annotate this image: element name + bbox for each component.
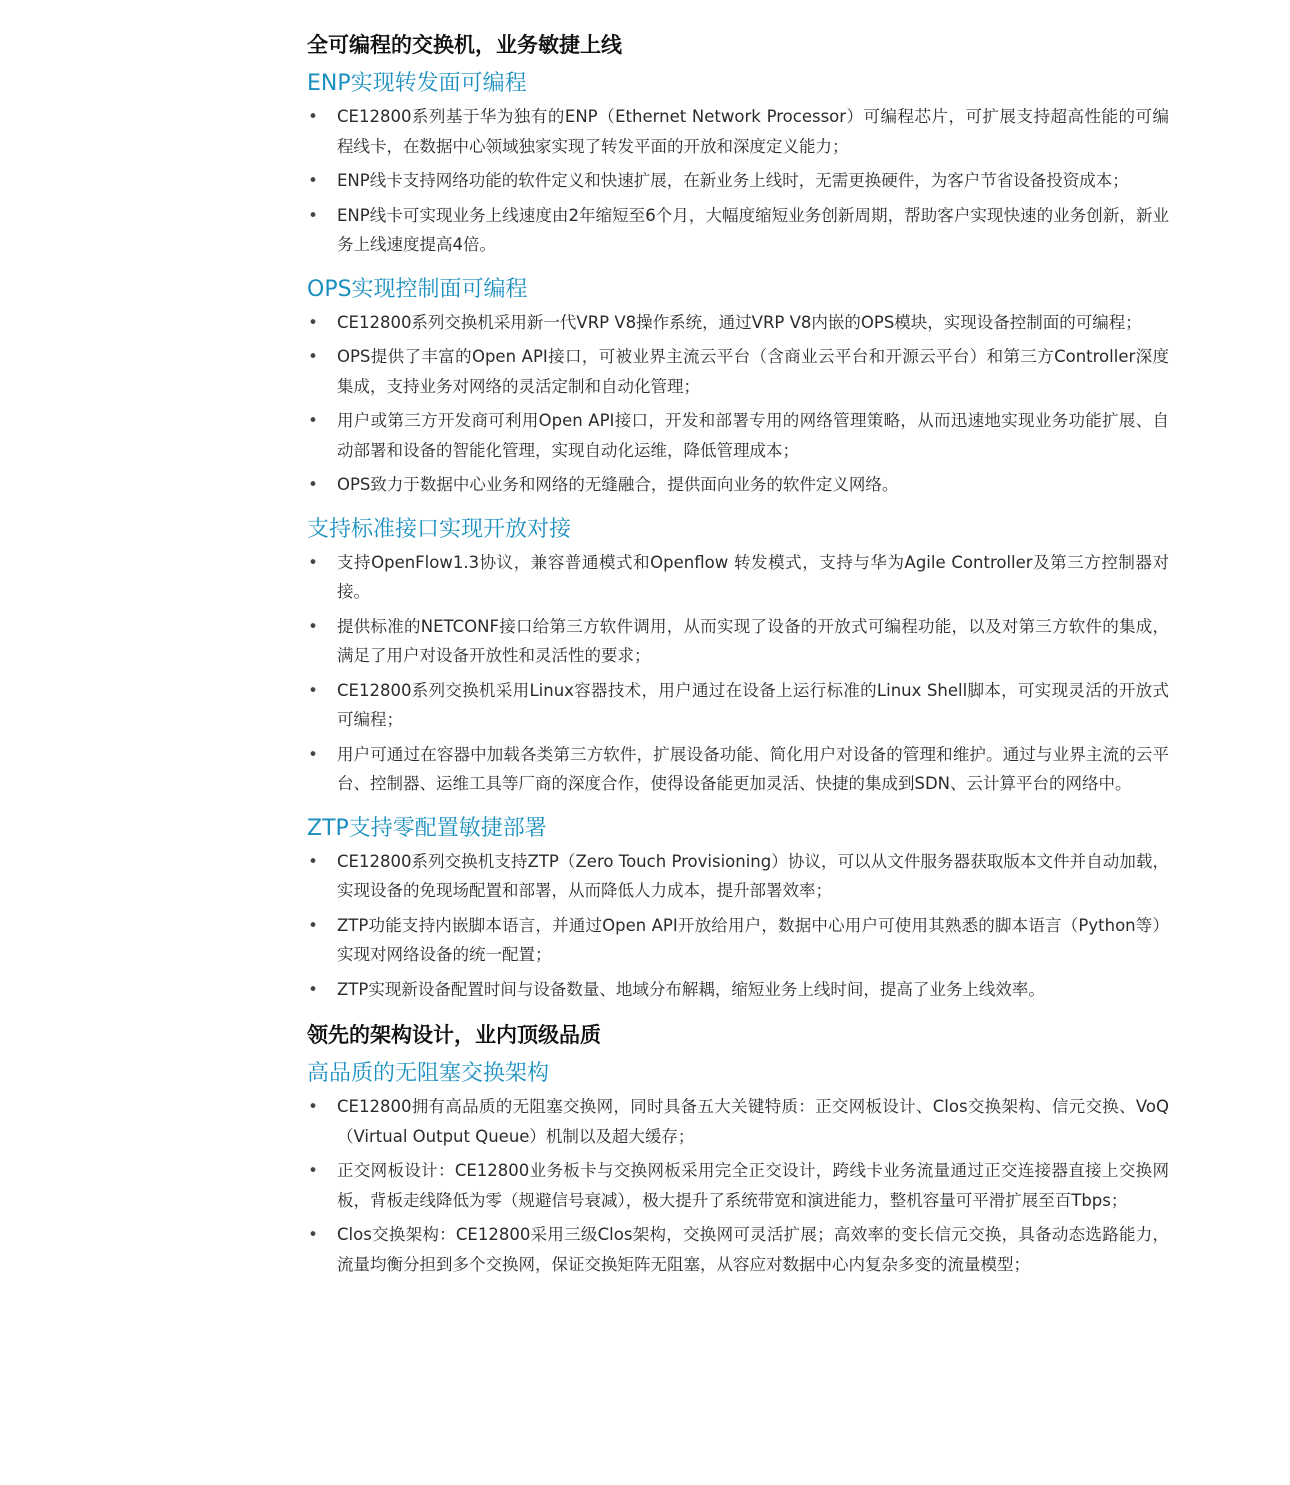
bullet-icon: • <box>308 851 318 871</box>
list-item <box>307 740 1169 799</box>
bullet-icon: • <box>308 1225 318 1244</box>
bullet-icon: • <box>308 475 318 494</box>
bullet-list <box>307 847 1169 1005</box>
bullet-icon: • <box>308 1161 318 1180</box>
list-item <box>307 1156 1169 1215</box>
list-item <box>307 406 1169 465</box>
list-item-text: CE12800系列交换机采用新一代VRP V8操作系统，通过VRP V8内嵌的OPS模块，实现设备控制面的可编程； <box>337 312 1142 332</box>
bullet-list <box>307 548 1169 799</box>
list-item <box>307 166 1169 196</box>
subsection-title: ZTP支持零配置敏捷部署 <box>307 815 547 841</box>
list-item-text: ENP线卡支持网络功能的软件定义和快速扩展，在新业务上线时，无需更换硬件，为客户节省设备投资成本； <box>337 171 1129 190</box>
list-item <box>307 308 1169 338</box>
bullet-icon: • <box>308 205 318 225</box>
list-item-text: CE12800系列交换机采用Linux容器技术，用户通过在设备上运行标准的Linux Shell脚本，可实现灵活的开放式可编程； <box>337 680 1169 729</box>
list-item-text: CE12800系列交换机支持ZTP（Zero Touch Provisioning）协议，可以从文件服务器获取版本文件并自动加载，实现设备的免现场配置和部署，从而降低人力成本，提升部署效率； <box>337 851 1169 900</box>
list-item-text: OPS致力于数据中心业务和网络的无缝融合，提供面向业务的软件定义网络。 <box>337 475 899 494</box>
list-item <box>307 911 1169 970</box>
bullet-icon: • <box>308 312 318 332</box>
bullet-list <box>307 308 1169 500</box>
list-item-text: 用户可通过在容器中加载各类第三方软件，扩展设备功能、简化用户对设备的管理和维护。通过与业界主流的云平台、控制器、运维工具等厂商的深度合作，使得设备能更加灵活、快捷的集成到SDN、云计算平台的网络中。 <box>337 744 1169 793</box>
bullet-icon: • <box>308 915 318 935</box>
bullet-icon: • <box>308 171 318 190</box>
list-item-text: 支持OpenFlow1.3协议，兼容普通模式和Openflow 转发模式，支持与华为Agile Controller及第三方控制器对接。 <box>337 552 1169 601</box>
list-item <box>307 975 1169 1005</box>
section-heading: 领先的架构设计，业内顶级品质 <box>307 1023 601 1047</box>
list-item <box>307 612 1169 671</box>
list-item <box>307 1092 1169 1151</box>
bullet-icon: • <box>308 552 318 572</box>
list-item <box>307 201 1169 260</box>
bullet-list <box>307 102 1169 260</box>
list-item <box>307 342 1169 401</box>
subsection-title: 支持标准接口实现开放对接 <box>307 516 572 542</box>
list-item-text: ENP线卡可实现业务上线速度由2年缩短至6个月，大幅度缩短业务创新周期，帮助客户实现快速的业务创新，新业务上线速度提高4倍。 <box>337 205 1169 254</box>
subsection-title: ENP实现转发面可编程 <box>307 71 527 96</box>
subsection-title: OPS实现控制面可编程 <box>307 276 528 302</box>
section-heading: 全可编程的交换机，业务敏捷上线 <box>307 33 622 57</box>
list-item-text: CE12800拥有高品质的无阻塞交换网，同时具备五大关键特质：正交网板设计、Clos交换架构、信元交换、VoQ（Virtual Output Queue）机制以及超大缓存； <box>337 1097 1169 1146</box>
list-item <box>307 470 1169 500</box>
list-item <box>307 102 1169 161</box>
list-item <box>307 676 1169 735</box>
list-item <box>307 1220 1169 1279</box>
list-item-text: 提供标准的NETCONF接口给第三方软件调用，从而实现了设备的开放式可编程功能，以及对第三方软件的集成，满足了用户对设备开放性和灵活性的要求； <box>337 616 1169 665</box>
bullet-list <box>307 1092 1169 1279</box>
list-item-text: Clos交换架构：CE12800采用三级Clos架构，交换网可灵活扩展；高效率的变长信元交换，具备动态选路能力，流量均衡分担到多个交换网，保证交换矩阵无阻塞，从容应对数据中心内复杂多变的流量模型； <box>337 1225 1169 1274</box>
bullet-icon: • <box>308 347 318 366</box>
list-item-text: ZTP功能支持内嵌脚本语言，并通过Open API开放给用户，数据中心用户可使用其熟悉的脚本语言（Python等）实现对网络设备的统一配置； <box>337 915 1169 964</box>
list-item-text: 用户或第三方开发商可利用Open API接口，开发和部署专用的网络管理策略，从而迅速地实现业务功能扩展、自动部署和设备的智能化管理，实现自动化运维，降低管理成本； <box>337 411 1169 460</box>
list-item <box>307 548 1169 607</box>
list-item-text: CE12800系列基于华为独有的ENP（Ethernet Network Processor）可编程芯片，可扩展支持超高性能的可编程线卡，在数据中心领域独家实现了转发平面的开放和深度定义能力； <box>337 107 1169 156</box>
bullet-icon: • <box>308 680 318 700</box>
list-item-text: 正交网板设计：CE12800业务板卡与交换网板采用完全正交设计，跨线卡业务流量通过正交连接器直接上交换网板，背板走线降低为零（规避信号衰减），极大提升了系统带宽和演进能力，整机容量可平滑扩展至百Tbps； <box>337 1161 1169 1210</box>
list-item <box>307 847 1169 906</box>
bullet-icon: • <box>308 979 318 999</box>
subsection-title: 高品质的无阻塞交换架构 <box>307 1061 550 1086</box>
bullet-icon: • <box>308 411 318 430</box>
document-body <box>307 28 1169 1284</box>
bullet-icon: • <box>308 1097 318 1116</box>
list-item-text: OPS提供了丰富的Open API接口，可被业界主流云平台（含商业云平台和开源云平台）和第三方Controller深度集成，支持业务对网络的灵活定制和自动化管理； <box>337 347 1169 396</box>
bullet-icon: • <box>308 744 318 764</box>
list-item-text: ZTP实现新设备配置时间与设备数量、地域分布解耦，缩短业务上线时间，提高了业务上线效率。 <box>337 979 1045 999</box>
bullet-icon: • <box>308 107 318 126</box>
bullet-icon: • <box>308 616 318 636</box>
